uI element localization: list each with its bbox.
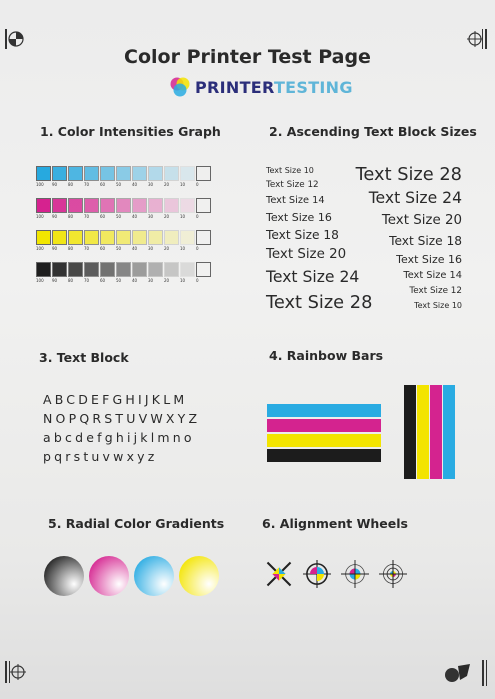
intensity-cell (148, 262, 163, 277)
text-line: ABCDEFGHIJKLM (43, 392, 188, 407)
intensity-cell (36, 198, 51, 213)
section-heading: 4. Rainbow Bars (269, 348, 384, 363)
intensity-cell (68, 230, 83, 245)
intensity-cell (84, 198, 99, 213)
intensity-cell (148, 166, 163, 181)
section-heading: 1. Color Intensities Graph (40, 124, 221, 139)
text-size-sample: Text Size 14 (266, 195, 325, 206)
text-size-sample: Text Size 10 (414, 301, 462, 310)
intensity-cell (116, 262, 131, 277)
intensity-cell (116, 166, 131, 181)
intensity-cell (84, 230, 99, 245)
page-title: Color Printer Test Page (124, 46, 371, 68)
text-line: NOPQRSTUVWXYZ (43, 411, 201, 426)
alignment-wheels (265, 560, 407, 588)
intensity-label: 100 (36, 182, 44, 187)
intensity-label: 90 (52, 246, 58, 251)
intensity-label: 70 (84, 246, 90, 251)
intensity-label: 80 (68, 182, 74, 187)
text-size-sample: Text Size 14 (403, 270, 462, 281)
intensity-cell (196, 262, 211, 277)
intensity-cell (84, 166, 99, 181)
intensity-cell (52, 198, 67, 213)
vertical-rainbow-bars (403, 385, 455, 479)
intensity-ruler (36, 166, 212, 187)
radial-gradient-circle (179, 556, 219, 596)
radial-gradient-circle (44, 556, 84, 596)
intensity-label: 80 (68, 246, 74, 251)
intensity-label: 30 (148, 246, 154, 251)
intensity-cell (52, 166, 67, 181)
registration-mark-icon (4, 659, 26, 685)
intensity-cell (196, 166, 211, 181)
text-size-sample: Text Size 20 (266, 247, 347, 262)
intensity-label: 40 (132, 278, 138, 283)
registration-mark-icon (440, 656, 490, 690)
intensity-label: 70 (84, 182, 90, 187)
intensity-label: 0 (196, 182, 199, 187)
intensity-label: 50 (116, 246, 122, 251)
intensity-ruler (36, 230, 212, 251)
intensity-cell (132, 262, 147, 277)
section-heading: 5. Radial Color Gradients (48, 516, 225, 531)
intensity-label: 60 (100, 214, 106, 219)
intensity-label: 10 (180, 214, 186, 219)
intensity-cell (68, 166, 83, 181)
intensity-cell (36, 262, 51, 277)
intensity-label: 90 (52, 214, 58, 219)
rainbow-bar (443, 385, 455, 479)
intensity-cell (132, 198, 147, 213)
text-line: abcdefghijklmno (43, 430, 195, 445)
intensity-cell (180, 166, 195, 181)
intensity-label: 90 (52, 278, 58, 283)
text-size-sample: Text Size 24 (368, 189, 462, 207)
intensity-label: 80 (68, 214, 74, 219)
intensity-label: 30 (148, 278, 154, 283)
rainbow-bar (404, 385, 416, 479)
cmy-wheel-icon (303, 560, 331, 588)
intensity-label: 30 (148, 182, 154, 187)
intensity-label: 40 (132, 214, 138, 219)
intensity-cell (132, 166, 147, 181)
intensity-label: 100 (36, 246, 44, 251)
intensity-cell (148, 198, 163, 213)
text-size-sample: Text Size 20 (381, 213, 462, 228)
target-wheel-icon (341, 560, 369, 588)
intensity-label: 60 (100, 278, 106, 283)
intensity-label: 40 (132, 182, 138, 187)
intensity-cell (196, 198, 211, 213)
intensity-label: 20 (164, 246, 170, 251)
radial-gradient-circle (134, 556, 174, 596)
logo-text-secondary: TESTING (273, 77, 353, 97)
crosshair-wheel-icon (379, 560, 407, 588)
intensity-cell (36, 230, 51, 245)
brand-logo (168, 76, 353, 98)
intensity-cell (100, 166, 115, 181)
intensity-label: 90 (52, 182, 58, 187)
intensity-cell (196, 230, 211, 245)
intensity-ruler (36, 262, 212, 283)
intensity-label: 0 (196, 214, 199, 219)
intensity-label: 20 (164, 278, 170, 283)
radial-gradients (44, 556, 219, 596)
text-size-sample: Text Size 16 (266, 211, 332, 224)
intensity-label: 50 (116, 278, 122, 283)
intensity-label: 10 (180, 182, 186, 187)
intensity-cell (164, 262, 179, 277)
intensity-cell (52, 230, 67, 245)
intensity-cell (148, 230, 163, 245)
text-size-sample: Text Size 28 (266, 292, 373, 313)
intensity-label: 60 (100, 246, 106, 251)
intensity-cell (180, 262, 195, 277)
text-size-sample: Text Size 24 (266, 268, 360, 286)
intensity-cell (180, 198, 195, 213)
intensity-cell (100, 262, 115, 277)
rainbow-bar (267, 449, 381, 462)
intensity-label: 0 (196, 246, 199, 251)
text-size-sample: Text Size 12 (266, 180, 319, 190)
intensity-label: 30 (148, 214, 154, 219)
intensity-cell (132, 230, 147, 245)
text-size-sample: Text Size 18 (389, 234, 462, 248)
logo-text-primary: PRINTER (195, 77, 274, 97)
radial-gradient-circle (89, 556, 129, 596)
intensity-label: 10 (180, 278, 186, 283)
rainbow-bar (267, 419, 381, 432)
intensity-ruler (36, 198, 212, 219)
intensity-cell (68, 198, 83, 213)
intensity-label: 100 (36, 214, 44, 219)
intensity-label: 50 (116, 182, 122, 187)
intensity-cell (164, 198, 179, 213)
intensity-cell (52, 262, 67, 277)
intensity-cell (36, 166, 51, 181)
intensity-cell (84, 262, 99, 277)
rainbow-bar (417, 385, 429, 479)
rainbow-bar (267, 404, 381, 417)
intensity-label: 50 (116, 214, 122, 219)
intensity-cell (100, 198, 115, 213)
intensity-label: 80 (68, 278, 74, 283)
intensity-cell (164, 166, 179, 181)
text-size-sample: Text Size 12 (409, 286, 462, 296)
text-line: pqrstuvwxyz (43, 449, 158, 464)
intensity-cell (100, 230, 115, 245)
horizontal-rainbow-bars (267, 404, 381, 464)
intensity-graph (36, 166, 212, 294)
intensity-cell (68, 262, 83, 277)
section-heading: 3. Text Block (39, 350, 129, 365)
text-block (43, 390, 200, 466)
intensity-label: 70 (84, 214, 90, 219)
cmy-circles-icon (168, 76, 192, 98)
intensity-label: 10 (180, 246, 186, 251)
text-size-sample: Text Size 16 (396, 253, 462, 266)
intensity-label: 70 (84, 278, 90, 283)
text-size-sample: Text Size 28 (355, 164, 462, 185)
intensity-cell (116, 230, 131, 245)
intensity-label: 20 (164, 182, 170, 187)
section-heading: 2. Ascending Text Block Sizes (269, 124, 477, 139)
rainbow-bar (430, 385, 442, 479)
intensity-cell (164, 230, 179, 245)
intensity-label: 20 (164, 214, 170, 219)
rainbow-bar (267, 434, 381, 447)
intensity-label: 0 (196, 278, 199, 283)
intensity-label: 60 (100, 182, 106, 187)
section-heading: 6. Alignment Wheels (262, 516, 408, 531)
cross-wheel-icon (265, 560, 293, 588)
intensity-cell (116, 198, 131, 213)
intensity-label: 100 (36, 278, 44, 283)
text-size-sample: Text Size 18 (266, 228, 339, 242)
intensity-label: 40 (132, 246, 138, 251)
intensity-cell (180, 230, 195, 245)
text-size-sample: Text Size 10 (266, 166, 314, 175)
